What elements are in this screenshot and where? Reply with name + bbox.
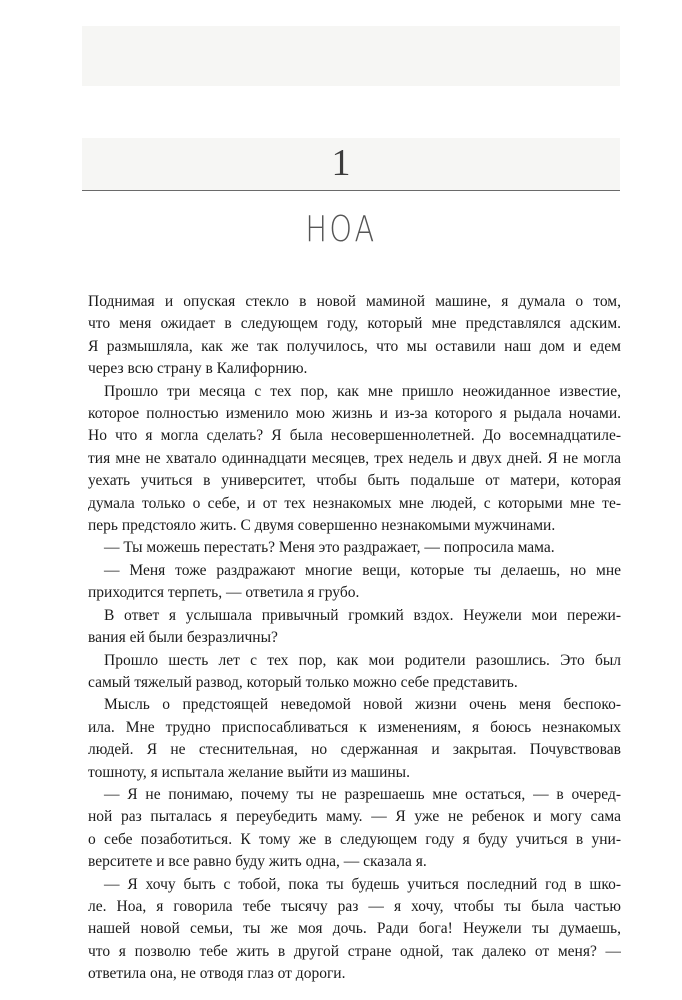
text-line: ила. Мне трудно приспосабливаться к изменениям, я боюсь незнакомых [88,718,621,736]
text-line: — Я не понимаю, почему ты не разрешаешь мне остаться, — в очеред- [104,785,621,803]
text-line: что я позволю тебе жить в другой стране одной, так далеко от меня? — [88,942,621,960]
text-line: самый тяжелый развод, который только можно себе представить. [88,673,518,691]
paragraph [88,650,621,695]
paragraph [88,784,621,874]
text-line: которое полностью изменило мою жизнь и из-за которого я рыдала ночами. [88,405,621,423]
paragraph [88,605,621,650]
text-line: тия мне не хватало одиннадцати месяцев, трех недель и двух дней. Я не могла [88,449,621,467]
text-line: перь предстояло жить. С двумя совершенно незнакомыми мужчинами. [88,517,556,535]
text-line: что меня ожидает в следующем году, который мне представлялся адским. [88,315,621,333]
text-line: через всю страну в Калифорнию. [88,360,308,378]
text-line: В ответ я услышала привычный громкий вздох. Неужели мои пережи- [104,606,621,624]
text-line: Прошло три месяца с тех пор, как мне пришло неожиданное известие, [104,382,621,400]
text-line: — Я хочу быть с тобой, пока ты будешь учиться последний год в шко- [104,875,621,893]
text-line: тошноту, я испытала желание выйти из машины. [88,763,410,781]
chapter-title: НОА [305,209,377,250]
paragraph [88,381,621,538]
text-line: вания ей были безразличны? [88,629,278,647]
text-line: Но что я могла сделать? Я была несовершеннолетней. До восемнадцатиле- [88,427,621,445]
text-line: ле. Ноа, я говорила тебе тысячу раз — я хочу, чтобы ты была частью [88,897,621,915]
paragraph [88,694,621,784]
paragraph [88,560,621,605]
text-line: Прошло шесть лет с тех пор, как мои родители разошлись. Это был [104,651,621,669]
text-line: Я размышляла, как же так получилось, что мы оставили наш дом и едем [88,337,621,355]
paragraph [88,291,621,381]
chapter-number: 1 [331,142,351,184]
text-line: — Ты можешь перестать? Меня это раздражает, — попросила мама. [104,539,555,557]
text-line: думала только о себе, и от тех незнакомых мне людей, с которыми мне те- [88,494,621,512]
text-line: Поднимая и опуская стекло в новой маминой машине, я думала о том, [88,293,621,310]
text-line: о себе позаботиться. К тому же в следующем году я буду учиться в уни- [88,830,621,848]
text-line: нашей новой семьи, ты же моя дочь. Ради бога! Неужели ты думаешь, [88,920,621,938]
text-line: ответила она, не отводя глаз от дороги. [88,965,346,983]
chapter-body [88,291,621,986]
text-line: приходится терпеть, — ответила я грубо. [88,584,360,602]
chapter-divider [82,190,620,191]
header-band [82,26,620,86]
text-line: людей. Я не стеснительная, но сдержанная и закрытая. Почувствовав [88,741,621,759]
text-line: верситете и все равно буду жить одна, — сказала я. [88,853,427,871]
text-line: уехать учиться в университет, чтобы быть подальше от матери, которая [88,472,621,490]
paragraph [88,537,621,559]
text-line: — Меня тоже раздражают многие вещи, которые ты делаешь, но мне [104,561,621,579]
paragraph [88,874,621,986]
text-line: Мысль о предстоящей неведомой новой жизни очень меня беспоко- [104,696,621,714]
text-line: ной раз пыталась я переубедить маму. — Я уже не ребенок и могу сама [88,808,621,826]
